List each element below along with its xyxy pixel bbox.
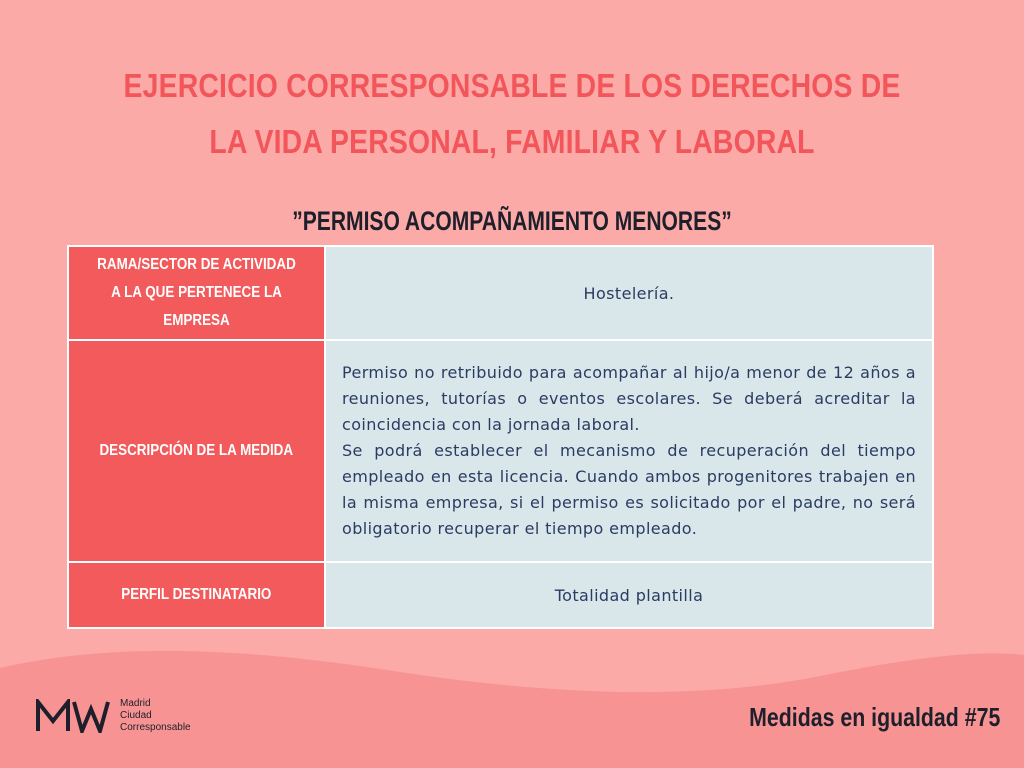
measure-name: ”PERMISO ACOMPAÑAMIENTO MENORES” [292, 206, 732, 236]
row-label-description: DESCRIPCIÓN DE LA MEDIDA [68, 340, 325, 562]
madrid-ciudad-corresponsable-logo [36, 698, 191, 734]
table-row [68, 340, 933, 562]
row-value-description [325, 340, 933, 562]
description-paragraph-1: Permiso no retribuido para acompañar al hijo/a menor de 12 años a reuniones, tutorías o eventos escolares. Se deberá acreditar la coincidencia con la jornada laboral. [342, 363, 916, 434]
row-label-sector: RAMA/SECTOR DE ACTIVIDAD A LA QUE PERTENECE LA EMPRESA [68, 246, 325, 340]
logo-text [120, 698, 191, 734]
description-paragraph-2: Se podrá establecer el mecanismo de recuperación del tiempo empleado en esta licencia. Cuando ambos progenitores trabajen en la misma empresa, si el permiso es solicitado por el padre, no será obligatorio recuperar el tiempo empleado. [342, 441, 916, 538]
mw-logo-mark [36, 699, 114, 733]
row-value-target: Totalidad plantilla [325, 562, 933, 628]
row-value-sector: Hostelería. [325, 246, 933, 340]
page-title: EJERCICIO CORRESPONSABLE DE LOS DERECHOS DE LA VIDA PERSONAL, FAMILIAR Y LABORAL [123, 67, 901, 160]
row-label-target: PERFIL DESTINATARIO [68, 562, 325, 628]
table-row [68, 562, 933, 628]
table-row [68, 246, 933, 340]
logo-line: Ciudad [120, 710, 152, 721]
measure-table [67, 245, 934, 629]
logo-line: Madrid [120, 698, 151, 709]
series-label: Medidas en igualdad #75 [748, 702, 1000, 732]
logo-line: Corresponsable [120, 722, 191, 733]
